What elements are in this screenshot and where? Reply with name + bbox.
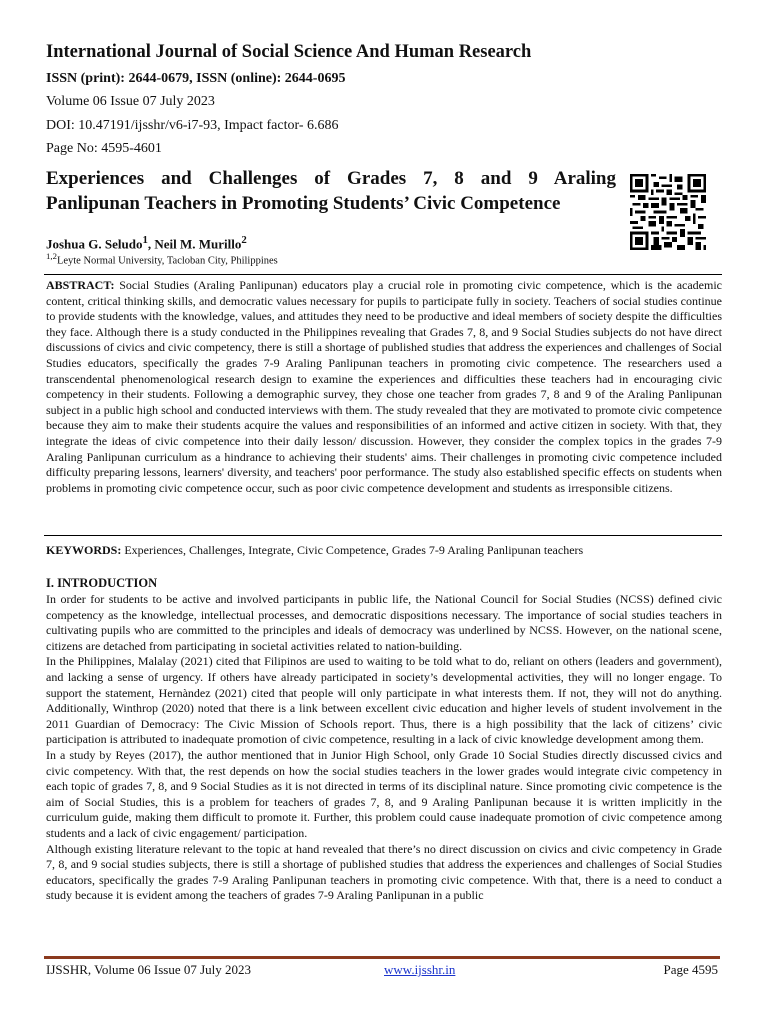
authors [46,234,247,252]
keywords [46,543,583,558]
paper-title [46,166,616,216]
paragraph: In a study by Reyes (2017), the author mentioned that in Junior High School, only Grade 10 Social Studies directly discussed civics and civic competency. With that, the rest depends on how the social studies teachers in the lower grades would integrate civic competency in each topic of grades 7, 8, and 9 Social Studies as it is not directed in terms of its disciplinal nature. Since promoting civic competence is the aim of Social Studies, this is a problem for teachers of grades 7, 8, and 9 Araling Panlipunan because it is written implicitly in the curriculum guide, making them difficult to promote it. Further, this problem could cause inadequate promotion of civic competence among students and a lack of civic engagement/ participation. [46,747,722,840]
affiliation-text: Leyte Normal University, Tacloban City, Philippines [56,255,278,267]
author-2-affiliation-mark: 2 [241,234,247,246]
paper-title-line-2: Panlipunan Teachers in Promoting Students’ Civic Competence [46,193,561,214]
doi-line: DOI: 10.47191/ijsshr/v6-i7-93, Impact factor- 6.686 [46,118,339,133]
journal-title: International Journal of Social Science And Human Research [46,42,532,62]
abstract-label: ABSTRACT: [46,278,115,292]
keywords-text: Experiences, Challenges, Integrate, Civic Competence, Grades 7-9 Araling Panlipunan teachers [124,543,584,557]
author-1-affiliation-mark: 1 [142,234,148,246]
affiliation [46,251,278,267]
paragraph: Although existing literature relevant to the topic at hand revealed that there’s no direct discussion on civics and civic competency in Grade 7, 8, and 9 social studies subjects, there is still a shortage of published studies that address the experiences and challenges of Social Studies educators, specifically the grades 7-9 Araling Panlipunan teachers in promoting civic competence. With that, there is a need to conduct a study because it is evident among the teachers of grades 7-9 Araling Panlipunan in a public [46,841,722,903]
abstract [46,278,722,496]
abstract-text: Social Studies (Araling Panlipunan) educators play a crucial role in promoting civic competence, which is the academic content, critical thinking skills, and democratic values necessary for pupils to participate fully in society. Teachers of social studies continue to provide students with the knowledge, values, and attitudes they need to be productive and ideal members of society despite the difficulties they face. Although there is a study conducted in the Philippines revealing that Grades 7, 8, and 9 Social Studies subjects do not have direct discussions of civics and civic competency, there is still a shortage of published studies that address the experiences and challenges of Social Studies educators, specifically the grades 7-9 Araling Panlipunan teachers in promoting civic competence. The researchers used a transcendental phenomenological research design to examine the experiences and difficulties these teachers had in encouraging civic competency in their students. Following a demographic survey, they chose one teacher from grades 7, 8 and 9 of the Araling Panlipunan subject in a public high school and conducted interviews with them. The study revealed that they are motivated to promote civic competence because they aim to make their students acquire the values and responsibilities of an informed and active citizen in society. With that, they integrate the ideas of civic competence into their daily lesson/ discussion. However, they consider the complex topics in the grades 7-9 Araling Panlipunan curriculum as a hindrance to achieving their students' aims. Their challenges in promoting civic competence included difficulty preparing lessons, learners' diversity, and teachers' poor performance. The study also established specific effects on students when problems in promoting civic competence occur, such as poor civic competence development and students as irresponsible citizens. [46,278,723,495]
affiliation-mark: 1,2 [46,251,57,261]
footer-page-number: Page 4595 [663,962,718,977]
qr-code-icon [629,174,707,250]
keywords-label: KEYWORDS: [46,543,122,557]
paragraph: In order for students to be active and involved participants in public life, the National Council for Social Studies (NCSS) defined civic competency as the knowledge, intellectual processes, and democratic dispositions necessary. The importance of social studies teachers in cultivating pupils who are committed to the principles and ideals of democracy was underlined by NCSS. However, on the national scene, citizens are detached from participating in societal activities related to nation-building. [46,592,722,653]
issn-line: ISSN (print): 2644-0679, ISSN (online): 2644-0695 [46,71,346,86]
introduction-body [46,592,722,904]
page-numbers-line: Page No: 4595-4601 [46,141,162,156]
paper-title-line-1: Experiences and Challenges of Grades 7, 8 and 9 Araling [46,168,616,189]
paragraph: In the Philippines, Malalay (2021) cited that Filipinos are used to waiting to be told what to do, reliant on others (leaders and government), and lacking a sense of urgency. If others have already participated in society’s developmental activities, they will no longer engage. To support the statement, Hernàndez (2021) cited that people will only participate in what interests them. If not, they will not do anything. Additionally, Winthrop (2020) noted that there is a link between excellent civic education and higher levels of student involvement in the 2011 Guardian of Democracy: The Civic Mission of Schools report. Thus, there is a high possibility that the lack of citizens’ civic participation is attributed to inadequate promotion of civic competence, resulting in a lack of civic knowledge development among them. [46,654,722,747]
volume-line: Volume 06 Issue 07 July 2023 [46,94,215,109]
footer-journal-info: IJSSHR, Volume 06 Issue 07 July 2023 [46,962,252,977]
footer-rule [44,956,720,959]
author-2: Neil M. Murillo [154,236,242,252]
author-1: Joshua G. Seludo [46,236,143,252]
author-separator: , [147,236,155,252]
section-heading-introduction: I. INTRODUCTION [46,576,158,590]
journal-website-link[interactable]: www.ijsshr.in [384,962,456,977]
